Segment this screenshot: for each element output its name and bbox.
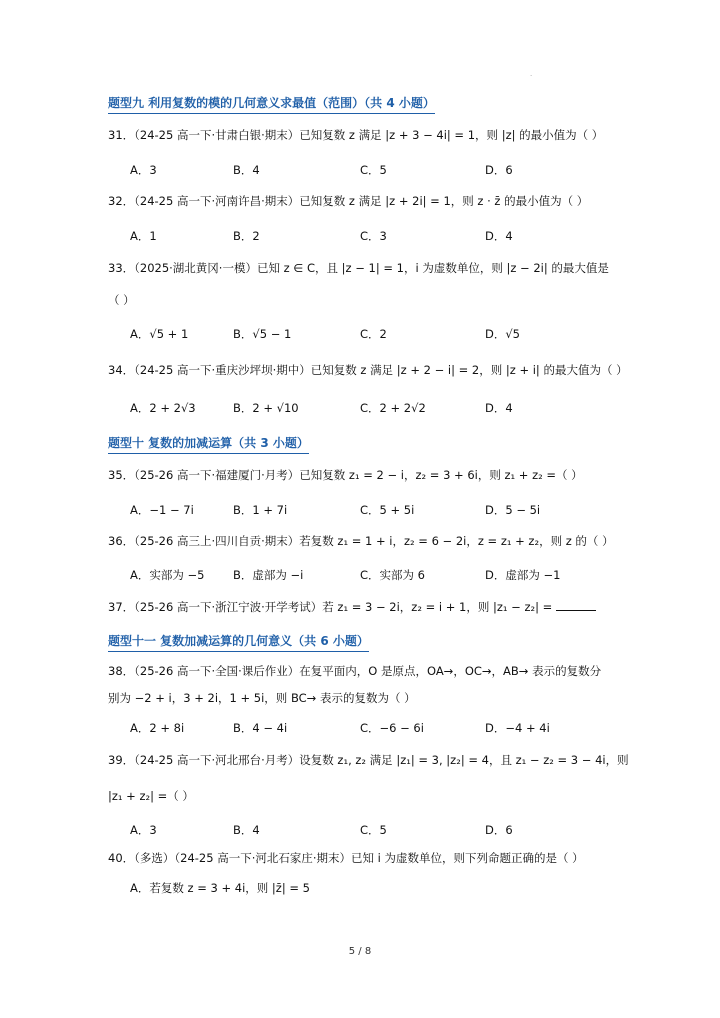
question-38-options: [130, 720, 610, 736]
question-40-options: [130, 880, 610, 896]
page-number: 5 / 8: [348, 946, 372, 957]
option-a: A．−1 − 7i: [130, 503, 194, 517]
option-c: C．5: [360, 163, 387, 177]
question-37-text: 37．（25-26 高一下·浙江宁波·开学考试）若 z₁ = 3 − 2i，z₂ = i + 1，则 |z₁ − z₂| =: [108, 600, 553, 614]
option-d: D．4: [485, 229, 513, 243]
option-a: A．3: [130, 163, 157, 177]
question-33-options: [130, 326, 610, 342]
option-a: A．2 + 2√3: [130, 401, 196, 415]
question-36-options: [130, 567, 610, 583]
option-b: B．虚部为 −i: [233, 568, 304, 582]
option-d: D．6: [485, 823, 513, 837]
question-37-stem: [108, 599, 608, 615]
option-a: A．实部为 −5: [130, 568, 205, 582]
option-c: C．5: [360, 823, 387, 837]
question-39-continuation: |z₁ + z₂| =（ ）: [108, 789, 194, 803]
section-heading-9: 题型九 利用复数的模的几何意义求最值（范围）（共 4 小题）: [108, 94, 435, 114]
question-35-stem: 35．（25-26 高一下·福建厦门·月考）已知复数 z₁ = 2 − i，z₂ = 3 + 6i，则 z₁ + z₂ =（ ）: [108, 468, 583, 482]
question-31-stem: 31．（24-25 高一下·甘肃白银·期末）已知复数 z 满足 |z + 3 − 4i| = 1，则 |z| 的最小值为（ ）: [108, 128, 604, 142]
option-b: B．1 + 7i: [233, 503, 288, 517]
option-b: B．4 − 4i: [233, 721, 288, 735]
question-40-stem: 40．（多选）（24-25 高一下·河北石家庄·期末）已知 i 为虚数单位，则下列命题正确的是（ ）: [108, 851, 584, 865]
question-36-stem: 36．（25-26 高三上·四川自贡·期末）若复数 z₁ = 1 + i，z₂ = 6 − 2i，z = z₁ + z₂，则 z 的（ ）: [108, 534, 614, 548]
option-c: C．5 + 5i: [360, 503, 415, 517]
question-33-continuation: （ ）: [108, 293, 135, 307]
answer-blank[interactable]: [556, 599, 596, 611]
option-d: D．5 − 5i: [485, 503, 541, 517]
option-a: A．√5 + 1: [130, 327, 189, 341]
option-c: C．实部为 6: [360, 568, 426, 582]
option-c: C．3: [360, 229, 387, 243]
option-c: C．2 + 2√2: [360, 401, 426, 415]
option-b: B．4: [233, 163, 260, 177]
option-d: D．√5: [485, 327, 520, 341]
option-d: D．6: [485, 163, 513, 177]
option-a: A．3: [130, 823, 157, 837]
option-b: B．4: [233, 823, 260, 837]
option-d: D．−4 + 4i: [485, 721, 550, 735]
option-b: B．2 + √10: [233, 401, 299, 415]
section-heading-10: 题型十 复数的加减运算（共 3 小题）: [108, 434, 309, 454]
question-35-options: [130, 502, 610, 518]
question-38-stem: 38．（25-26 高一下·全国·课后作业）在复平面内，O 是原点，OA→，OC→，AB→ 表示的复数分: [108, 664, 602, 678]
question-34-options: [130, 400, 610, 416]
question-32-options: [130, 228, 610, 244]
question-39-stem: 39．（24-25 高一下·河北邢台·月考）设复数 z₁, z₂ 满足 |z₁| = 3, |z₂| = 4，且 z₁ − z₂ = 3 − 4i，则: [108, 753, 629, 767]
option-d: D．虚部为 −1: [485, 568, 561, 582]
question-31-options: [130, 162, 610, 178]
section-heading-11: 题型十一 复数加减运算的几何意义（共 6 小题）: [108, 632, 369, 652]
option-c: C．−6 − 6i: [360, 721, 424, 735]
option-b: B．2: [233, 229, 260, 243]
question-33-stem: 33．（2025·湖北黄冈·一模）已知 z ∈ C，且 |z − 1| = 1，i 为虚数单位，则 |z − 2i| 的最大值是: [108, 261, 609, 275]
option-a: A．1: [130, 229, 157, 243]
option-c: C．2: [360, 327, 387, 341]
question-38-continuation: 别为 −2 + i，3 + 2i，1 + 5i，则 BC→ 表示的复数为（ ）: [108, 691, 416, 705]
question-34-stem: 34．（24-25 高一下·重庆沙坪坝·期中）已知复数 z 满足 |z + 2 − i| = 2，则 |z + i| 的最大值为（ ）: [108, 363, 628, 377]
option-d: D．4: [485, 401, 513, 415]
corner-mark: ·: [530, 72, 533, 80]
option-a: A．2 + 8i: [130, 721, 185, 735]
option-b: B．√5 − 1: [233, 327, 292, 341]
question-32-stem: 32．（24-25 高一下·河南许昌·期末）已知复数 z 满足 |z + 2i| = 1，则 z · z̄ 的最小值为（ ）: [108, 194, 589, 208]
question-39-options: [130, 822, 610, 838]
option-a: A．若复数 z = 3 + 4i，则 |z̄| = 5: [130, 881, 310, 895]
